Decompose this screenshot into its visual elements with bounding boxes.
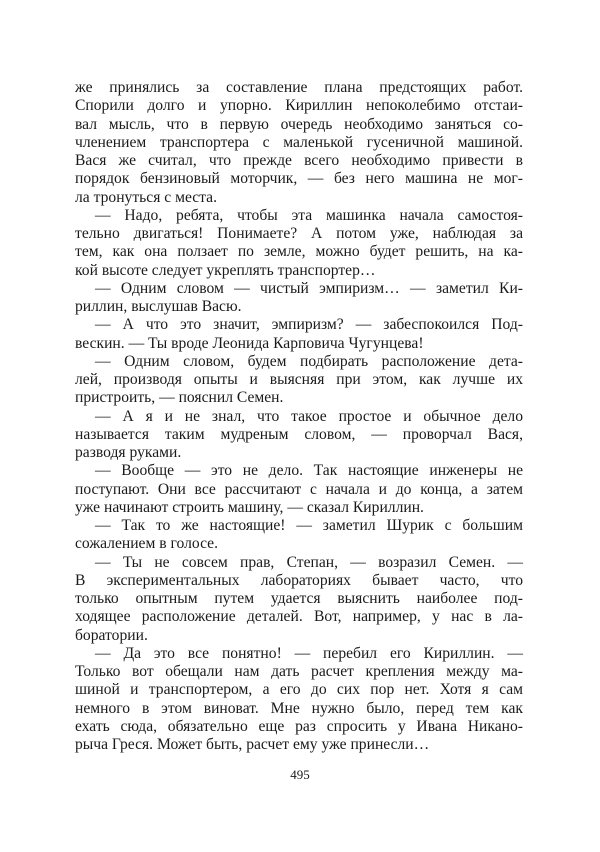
text-line: — Надо, ребята, чтобы эта машинка начала самостоя- (95, 206, 523, 224)
paragraph (75, 207, 523, 280)
text-line: боратории. (75, 626, 148, 644)
body-text (75, 79, 523, 754)
text-line: только опытным путем удается выяснить наиболее под- (75, 590, 523, 607)
paragraph (75, 462, 523, 517)
text-line: тем, как она ползает по земле, можно будет решить, на ка- (75, 243, 523, 261)
text-line: называется таким мудреным словом, — проворчал Вася, (75, 425, 523, 443)
text-line: сожалением в голосе. (75, 535, 219, 553)
paragraph (75, 645, 523, 755)
paragraph (75, 554, 523, 645)
text-line: — А что это значит, эмпиризм? — забеспокоился Под- (95, 316, 523, 334)
paragraph (75, 517, 523, 554)
text-line: ходящее расположение деталей. Вот, например, у нас в ла- (75, 608, 523, 626)
text-line: вал мысль, что в первую очередь необходимо заняться со- (75, 115, 523, 133)
text-line: Спорили долго и упорно. Кириллин непоколебимо отстаи- (75, 97, 523, 115)
text-line: ехать сюда, обязательно еще раз спросить у Ивана Никано- (75, 717, 523, 735)
text-line: Только вот обещали нам дать расчет крепления между ма- (75, 663, 523, 680)
text-line: вескин. — Ты вроде Леонида Карповича Чугунцева! (75, 334, 424, 352)
text-line: кой высоте следует укреплять транспортер… (75, 261, 376, 279)
text-line: — Да это все понятно! — перебил его Кириллин. — (95, 644, 523, 662)
text-line: же принялись за составление плана предстоящих работ. (75, 79, 523, 96)
text-line: ла тронуться с места. (75, 188, 218, 206)
text-line: уже начинают строить машину, — сказал Кириллин. (75, 498, 424, 516)
text-line: тельно двигаться! Понимаете? А потом уже, наблюдая за (75, 225, 523, 242)
text-line: пристроить, — пояснил Семен. (75, 389, 284, 407)
text-line: лей, производя опыты и выясняя при этом, как лучше их (75, 371, 523, 388)
text-line: — Вообще — это не дело. Так настоящие инженеры не (95, 462, 523, 480)
text-line: — Ты не совсем прав, Степан, — возразил Семен. — (95, 553, 523, 571)
paragraph (75, 280, 523, 317)
text-line: порядок бензиновый моторчик, — без него машина не мог- (75, 170, 523, 188)
text-line: шиной и транспортером, а его до сих пор нет. Хотя я сам (75, 681, 523, 699)
text-line: немного в этом виноват. Мне нужно было, перед тем как (75, 699, 523, 717)
paragraph (75, 316, 523, 353)
text-line: поступают. Они все рассчитают с начала и до конца, а затем (75, 480, 523, 498)
text-line: рыча Греся. Может быть, расчет ему уже принесли… (75, 736, 430, 753)
text-line: — А я и не знал, что такое простое и обычное дело (95, 407, 523, 425)
page-number: 495 (290, 767, 310, 782)
paragraph (75, 408, 523, 463)
text-line: разводя руками. (75, 444, 182, 461)
text-line: В экспериментальных лабораториях бывает часто, что (75, 571, 523, 589)
paragraph (75, 79, 523, 207)
text-line: Вася же считал, что прежде всего необходимо привести в (75, 152, 523, 169)
text-line: — Одним словом, будем подбирать расположение дета- (95, 352, 523, 370)
text-line: членением транспортера с маленькой гусеничной машиной. (75, 133, 523, 151)
text-line: — Так то же настоящие! — заметил Шурик с большим (95, 517, 523, 534)
text-line: — Одним словом — чистый эмпиризм… — заметил Ки- (95, 279, 523, 297)
paragraph (75, 353, 523, 408)
text-line: риллин, выслушав Васю. (75, 298, 242, 315)
